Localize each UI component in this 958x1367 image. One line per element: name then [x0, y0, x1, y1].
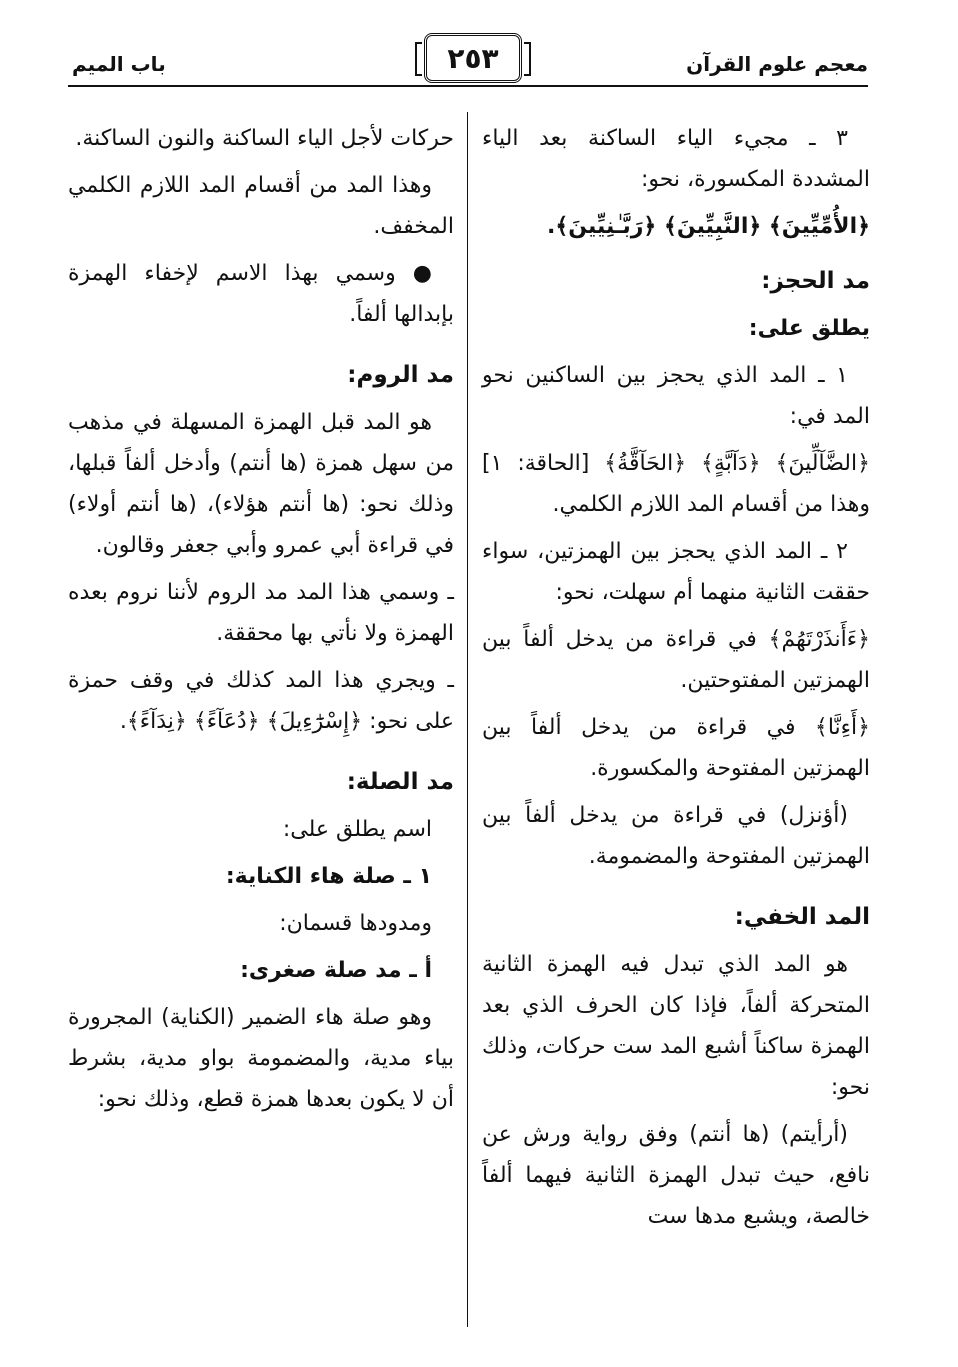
subheading: يطلق على: [748, 316, 870, 341]
paragraph: هو المد قبل الهمزة المسهلة في مذهب من سهل همزة (ها أنتم) وأدخل ألفاً قبلها، وذلك نحو: (ها أنتم هؤلاء)، (ها أنتم أولاء) في قراءة أبي عمرو وأبي جعفر وقالون. [68, 410, 454, 558]
page-number: ٢٥٣ [424, 33, 522, 83]
left-column [68, 118, 454, 1126]
paragraph: ـ ويجري هذا المد كذلك في وقف حمزة على نحو: ﴿إِسْرَٰٓءِيلَ﴾ ﴿دُعَآءً﴾ ﴿نِدَآءً﴾. [68, 668, 454, 734]
paragraph: حركات لأجل الياء الساكنة والنون الساكنة. [75, 126, 454, 151]
paragraph: ـ وسمي هذا المد مد الروم لأننا نروم بعده الهمزة ولا نأتي بها محققة. [68, 580, 454, 646]
subheading: ١ ـ صلة هاء الكناية: [225, 864, 432, 889]
header-rule [68, 85, 868, 87]
paragraph: ومدودها قسمان: [279, 911, 432, 936]
paragraph: هو المد الذي تبدل فيه الهمزة الثانية المتحركة ألفاً، فإذا كان الحرف الذي بعد الهمزة ساكناً أشبع المد ست حركات، وذلك نحو: [482, 952, 870, 1100]
section-heading: مد الحجز: [761, 268, 870, 294]
paragraph: وهذا المد من أقسام المد اللازم الكلمي المخفف. [68, 173, 454, 239]
quran-verses: ﴿الضَّآلِّينَ﴾ ﴿دَآبَّةٍ﴾ ﴿الحَآقَّةُ﴾ [الحاقة: ١] وهذا من أقسام المد اللازم الكلمي. [482, 451, 870, 517]
column-divider [467, 112, 468, 1327]
quran-verses: ﴿الأُمِّيِّينَ﴾ ﴿النَّبِيِّينَ﴾ ﴿رَبَّـٰنِيِّينَ﴾. [546, 214, 870, 239]
section-heading: المد الخفي: [734, 904, 870, 930]
right-column [482, 118, 870, 1243]
paragraph: اسم يطلق على: [282, 817, 432, 842]
paragraph: وهو صلة هاء الضمير (الكناية) المجرورة بياء مدية، والمضمومة بواو مدية، بشرط أن لا يكون بعدها همزة قطع، وذلك نحو: [68, 1005, 454, 1112]
paragraph: ﴿ءَأَنذَرْتَهُمْ﴾ في قراءة من يدخل ألفاً بين الهمزتين المفتوحتين. [482, 627, 870, 693]
paragraph: ● وسمي بهذا الاسم لإخفاء الهمزة بإبدالها ألفاً. [68, 261, 454, 327]
paragraph: ٣ ـ مجيء الياء الساكنة بعد الياء المشددة المكسورة، نحو: [482, 126, 870, 192]
paragraph: ﴿أَءِنَّا﴾ في قراءة من يدخل ألفاً بين الهمزتين المفتوحة والمكسورة. [482, 715, 870, 781]
subheading: أ ـ مد صلة صغرى: [240, 958, 432, 983]
paragraph: ٢ ـ المد الذي يحجز بين الهمزتين، سواء حققت الثانية منهما أم سهلت، نحو: [482, 539, 870, 605]
paragraph: ١ ـ المد الذي يحجز بين الساكنين نحو المد في: [482, 363, 870, 429]
section-heading: مد الصلة: [346, 769, 454, 795]
section-heading: مد الروم: [347, 362, 454, 388]
chapter-title: باب الميم [72, 52, 166, 76]
paragraph: (أرأيتم) (ها أنتم) وفق رواية ورش عن نافع، حيث تبدل الهمزة الثانية فيهما ألفاً خالصة، ويشبع مدها ست [482, 1122, 870, 1229]
book-title: معجم علوم القرآن [686, 52, 868, 76]
paragraph: (أؤنزل) في قراءة من يدخل ألفاً بين الهمزتين المفتوحة والمضمومة. [482, 803, 870, 869]
